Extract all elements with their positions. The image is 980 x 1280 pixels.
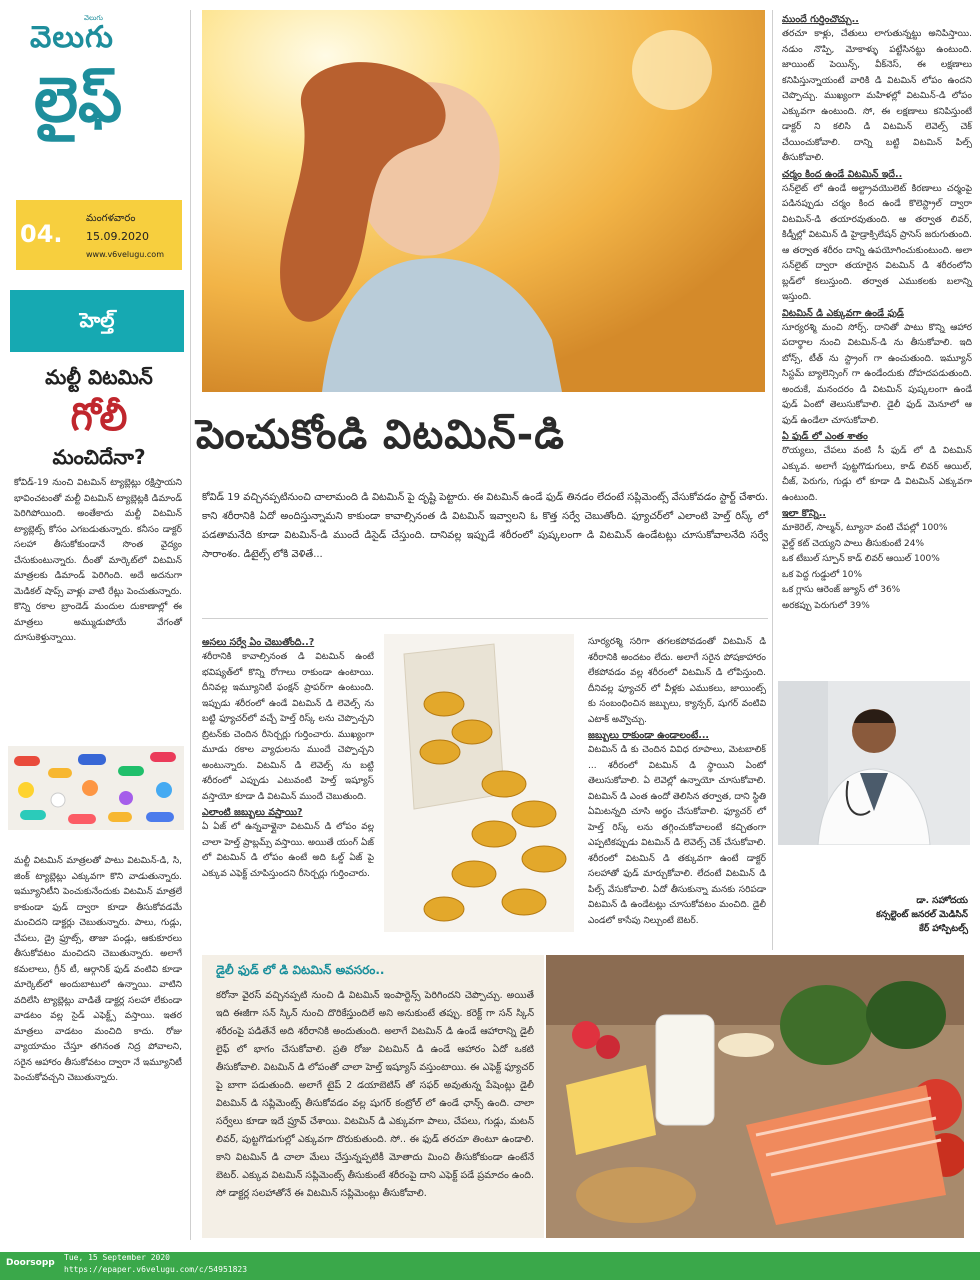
subhead-prevention: జబ్బులు రాకుండా ఉండాలంటే... [588, 730, 710, 741]
footer-date: Tue, 15 September 2020 [64, 1253, 170, 1262]
doctor-portrait-image [778, 681, 970, 845]
stat-line: ఒక పెద్ద గుడ్డులో 10% [782, 569, 863, 580]
stat-line: మాకెరెల్, సాల్మన్, ట్యూనా వంటి చేపల్లో 100% [782, 523, 948, 533]
footer-bar [0, 1252, 980, 1280]
subhead-skin: చర్మం కింద ఉండే విటమిన్ ఇదే.. [782, 168, 903, 180]
sidebar-headline [14, 362, 184, 472]
issue-day: మంగళవారం [86, 213, 136, 224]
doctor-photo [778, 681, 970, 845]
doctor-hospital: కేర్ హాస్పిటల్స్ [919, 924, 968, 934]
column-right [782, 12, 972, 614]
doctor-title: కన్సల్టెంట్ జనరల్ మెడిసిన్ [876, 910, 968, 920]
prevention-intro-text: సూర్యరశ్మి సరిగా తగలకపోవడంతో విటమిన్ డి శరీరానికి అందటం లేదు. అలాగే సరైన పోషకాహారం లేకపోవడం వల్ల శరీరంలో విటమిన్ డి లోపిస్తుంది. దీనివల్ల ఫ్యూచర్ లో వీళ్లకు ఎముకలు, జాయింట్స్ కు సంబంధించిన జబ్బులు, క్యాన్సర్, షుగర్ వంటివి ఎటాక్ అవ్వొచ్చు. [588, 637, 766, 725]
stat-line: వైల్డ్ కట్ చెయ్యని పాలు తీసుకుంటే 24% [782, 538, 925, 549]
column-divider [190, 10, 191, 1240]
section-label: హెల్త్ [79, 308, 115, 332]
subhead-detect: ముందే గుర్తించొచ్చు.. [782, 14, 859, 25]
issue-date: 15.09.2020 [86, 230, 149, 243]
capsules-photo [384, 634, 574, 932]
article-lede [202, 488, 768, 564]
pills-image [8, 746, 184, 830]
vitamin-capsules-image [384, 634, 574, 932]
sidebar-headline-line1: మల్టీ విటమిన్ [45, 365, 153, 389]
sunlight-woman-image [202, 10, 765, 392]
column-survey [202, 635, 374, 882]
divider [202, 618, 768, 619]
masthead-logo [8, 8, 184, 198]
logo-life: లైఫ్ [34, 63, 123, 136]
issue-url: www.v6velugu.com [86, 250, 164, 259]
diseases-text: ఏ ఏజ్ లో ఉన్నవాళ్లైనా విటమిన్ డి లోపం వల్ల చాలా హెల్త్ ప్రాబ్లమ్స్ వస్తాయి. అయితే యంగ్ ఏజ్ లో విటమిన్ డి లోపం ఉంటే అది ఓల్డ్ ఏజ్ పై ఎక్కువ ఎఫెక్ట్ చూపిస్తుందని రీసెర్చర్లు గుర్తించారు. [202, 822, 374, 879]
column-divider-right [772, 10, 773, 950]
stat-line: ఒక టేబుల్ స్పూన్ కాడ్ లివర్ ఆయిల్ 100% [782, 554, 940, 564]
logo-velugu: వెలుగు [30, 20, 114, 55]
sidebar-body [14, 854, 182, 1087]
subhead-percent: ఏ ఫుడ్ లో ఎంత శాతం [782, 431, 868, 442]
prevention-text: విటమిన్ డి కు చెందిన వివిధ రూపాలు, మెటబాలిక్ ... శరీరంలో విటమిన్ డి స్థాయిని ఏంటో తెలుసుకోవాలి. ఏ లెవెల్లో ఉన్నాయో చూసుకోవాలి. విటమిన్ డి ఎంత ఉందో తెలిసిన తర్వాత, దాని స్థితి ఏమిటన్నది చూసి అర్థం చేసుకోవాలి. ఫ్యూచర్ లో హెల్త్ రిస్క్ లను తగ్గించుకోవాలంటే కచ్చితంగా ఎప్పటికప్పుడు విటమిన్ డి లెవెల్స్ చెక్ చేసుకోవాలి. శరీరంలో విటమిన్ డి తక్కువగా ఉంటే డాక్టర్ సలహాతో ఫుడ్ మార్చుకోవాలి. లేదంటే విటమిన్ డి పిల్స్ వేసుకోవాలి. ఏదో తీసుకున్నా మనకు సరిపడా విటమిన్ డి ఉండేటట్లు చూసుకోవటం మంచిది. డైలీ ఎండలో కాసేపు నిల్చుంటే బెటర్. [588, 745, 766, 926]
issue-date-block [16, 200, 182, 270]
daily-food-box [202, 955, 544, 1238]
doctor-name: డా. సహోదయ [916, 896, 968, 906]
column-prevention [588, 635, 766, 929]
issue-number: 04. [20, 220, 63, 248]
food-text: సూర్యరశ్మి మంచి సోర్స్. దానితో పాటు కొన్ని ఆహార పదార్థాల నుంచి విటమిన్-డి ను తీసుకోవాలి. ఇది బోన్స్, టీత్ ను స్ట్రాంగ్ గా ఉంచుతుంది. ఇమ్యూన్ సిస్టమ్ బ్యాలెన్సింగ్ గా ఉండేందుకు దోహదపడుతుంది. అందుకే, మనందరం డి విటమిన్ పుష్కలంగా ఉండే ఫుడ్ ఏంటో తెలుసుకోవాలి. డైలీ ఫుడ్ మెనూలో ఆ ఫుడ్ ఉండేలా చూసుకోవాలి. [782, 322, 972, 426]
footer-brand: Doorsopp [6, 1258, 55, 1268]
sidebar-intro [14, 476, 182, 647]
percent-text: రొయ్యలు, చేపలు వంటి సీ ఫుడ్ లో డి విటమిన్ ఎక్కువ. అలాగే పుట్టగొడుగులు, కాడ్ లివర్ ఆయిల్, చీజ్, పెరుగు, గుడ్లు లో కూడా డి విటమిన్ ఎక్కువగా ఉంటుంది. [782, 446, 972, 503]
box-body [216, 987, 534, 1203]
detect-text: తరచూ కాళ్లు, చేతులు లాగుతున్నట్టు అనిపిస్తాయి. నడుం నొప్పి, మోకాళ్ళు పట్టేసినట్టు ఉంటుంది. జాయింట్ పెయిన్స్, వీక్‌నెస్, ఈ లక్షణాలు కనిపిస్తున్నాయంటే వారికి డి విటమిన్ లోపం ఉందని చెప్పొచ్చు. ముఖ్యంగా మహిళల్లో విటమిన్-డి లోపం ఎక్కువగా ఉంటుంది. సో, ఈ లక్షణాలు కనిపిస్తుంటే డాక్టర్ ని కలిసి డి విటమిన్ లెవెల్స్ చెక్ చేయించుకోవాలి. దాన్ని బట్టి విటమిన్ పిల్స్ తీసుకోవాలి. [782, 29, 972, 163]
stat-line: ఒక గ్లాసు ఆరెంజ్ జ్యూస్ లో 36% [782, 585, 901, 595]
vitamin-d-foods-image [546, 955, 964, 1238]
stat-line: అరకప్పు పెరుగులో 39% [782, 600, 870, 611]
article-lede-text: కోవిడ్ 19 వచ్చినప్పటినుంచి చాలామంది డి విటమిన్ పై దృష్టి పెట్టారు. ఈ విటమిన్ ఉండే ఫుడ్ తినడం లేదంటే సప్లిమెంట్స్ వేసుకోవడం స్టార్ట్ చేశారు. కాని శరీరానికి ఏదో అందిస్తున్నామని కాకుండా కావాల్సినంత డి విటమిన్ ఇవ్వాలని ఓ కొత్త సర్వే చెబుతోంది. ఫ్యూచర్‌లో ఎలాంటి హెల్త్ రిస్క్ లో పడతామనేది కూడా విటమిన్-డి ముందే డిసైడ్ చేస్తుంది. దానివల్ల ఇప్పుడే శరీరంలో పుష్కలంగా డి విటమిన్ ఉండేటట్లు చూసుకోవాలనేది సర్వే సారాంశం. డిటైల్స్ లోకి వెళితే... [202, 492, 768, 560]
sidebar-intro-text: కోవిడ్-19 నుంచి విటమిన్ ట్యాబ్లెట్లు రక్షిస్తాయని భావించటంతో మల్టీ విటమిన్ ట్యాబ్లెట్లకి డిమాండ్ పెరిగిపోయింది. అంతేకాదు మల్టీ విటమిన్ ట్యాబ్లెట్స్ కోసం ఎగబడుతున్నారు. కనీసం డాక్టర్ సలహా తీసుకోకుండానే సొంత వైద్యం చేసుకుంటున్నారు. దీంతో మార్కెట్‌లో విటమిన్ మాత్రలకు డిమాండ్ పెరిగింది. అదే అదనుగా మెడికల్ షాప్స్ వాళ్లు వాటి రేట్లు పెంచుతున్నారు. కొన్ని రకాల బ్రాండెడ్ మందుల దుకాణాల్లో ఈ మాత్రలు అమ్ముడుపోయే వేగంతో దూసుకెళ్తున్నాయి. [14, 478, 182, 643]
hero-photo [202, 10, 765, 392]
subhead-food: విటమిన్ డి ఎక్కువగా ఉండే ఫుడ్ [782, 307, 904, 319]
box-text: కరోనా వైరస్ వచ్చినప్పటి నుంచి డి విటమిన్ ఇంపార్టెన్స్ పెరిగిందని చెప్పొచ్చు. అయితే ఇది ఈజీగా సన్ స్కిన్ నుంచి దొరికేస్తుందిలే అని అనుకుంటే తప్పు. కరెక్ట్ గా సన్ స్కిన్ శరీరంపై పడితేనే అది శరీరానికి అందుతుంది. అలాగే విటమిన్ డి ఉండే ఆహారాన్ని డైలీ లైఫ్ లో భాగం చేసుకోవాలి. ప్రతి రోజు విటమిన్ డి ఉండే ఆహారం ఏదో ఒకటి తీసుకోవాలి. విటమిన్ డి లోపంతో చాలా హెల్త్ ఇష్యూస్ వస్తుంటాయి. ఈ ఎఫెక్ట్ ఫ్యూచర్ పై బాగా పడుతుంది. అలాగే టైప్ 2 డయాబెటిస్ తో సఫర్ అవుతున్న పేషెంట్లు డైలీ విటమిన్ డి సప్లిమెంట్స్ తీసుకోవడం వల్ల షుగర్ కంట్రోల్ లో ఉండే ఛాన్స్ ఉంది. చాలా సర్వేలు కూడా ఇదే ప్రూవ్ చేశాయి. విటమిన్ డి ఎక్కువగా పాలు, చేపలు, గుడ్లు, మటన్ లివర్, పుట్టగొడుగుల్లో ఎక్కువగా దొరుకుతుంది. సో.. ఈ ఫుడ్ తరచూ తింటూ ఉండాలి. కాని విటమిన్ డి చాలా మేలు చేస్తున్నప్పటికీ మోతాదు మించి తీసుకోకుండా ఉంటేనే బెటర్. ఎక్కువ విటమిన్ సప్లిమెంట్స్ తీసుకుంటే శరీరంపై దాని ఎఫెక్ట్ పడే ప్రమాదం ఉంది. సో డాక్టర్ల సలహాతోనే ఈ విటమిన్ సప్లిమెంట్లు తీసుకోవాలి. [216, 990, 534, 1199]
article-title: పెంచుకోండి విటమిన్-డి [196, 412, 565, 458]
sidebar-body-text: మల్టీ విటమిన్ మాత్రలతో పాటు విటమిన్-డి, సి, జింక్ ట్యాబ్లెట్లు ఎక్కువగా కొని వాడుతున్నారు. ఇమ్యూనిటీని పెంచుకునేందుకు విటమిన్ మాత్రలే కాకుండా ఫుడ్ ద్వారా కూడా తీసుకోవడమే మంచిదని డాక్టర్లు చెబుతున్నారు. పాలు, గుడ్లు, చేపలు, డ్రై ఫ్రూట్స్, తాజా పండ్లు, ఆకుకూరలు తీసుకోవటం మంచిదని చెబుతున్నారు. అలాగే కమలాలు, గ్రీన్ టీ, ఆర్గానిక్ ఫుడ్ వంటివి కూడా మార్కెట్‌లో అందుబాటులో ఉన్నాయి. వాటిని వదిలేసి ట్యాబ్లెట్లు వాడితే డాక్టర్ల సలహా లేకుండా వాడటం వల్ల సైడ్ ఎఫెక్ట్స్ వస్తాయి. ఇతర మాత్రలు వాడటం మంచిది కాదు. రోజు వ్యాయామం చేస్తూ తగినంత నిద్ర పోవాలని, సరైన ఆహారం తీసుకోవటం ద్వారా నే ఇమ్యూనిటీ పెంచుకోవచ్చని చెబుతున్నారు. [14, 856, 182, 1083]
footer-url[interactable]: https://epaper.v6velugu.com/c/54951823 [64, 1265, 248, 1274]
subhead-stats: ఇలా కొన్ని.. [782, 508, 827, 519]
section-tag [10, 290, 184, 352]
box-title: డైలీ ఫుడ్ లో డి విటమిన్ అవసరం.. [216, 963, 385, 977]
subhead-diseases: ఎలాంటి జబ్బులు వస్తాయి? [202, 807, 303, 818]
doctor-caption [786, 894, 968, 936]
sidebar-headline-line3: మంచిదేనా? [52, 445, 146, 469]
food-photo [546, 955, 964, 1238]
logo-small-text: వెలుగు [84, 14, 103, 22]
pills-photo [8, 746, 184, 830]
subhead-survey: అసలు సర్వే ఏం చెబుతోంది..? [202, 637, 315, 648]
sidebar-headline-line2: గోలీ [70, 395, 128, 439]
skin-text: సన్‌లైట్ లో ఉండే అల్ట్రావయొలెట్ కిరణాలు చర్మంపై పడినప్పుడు చర్మం కింద ఉండే కొలెస్ట్రాల్ ద్వారా విటమిన్-డి తయారవుతుంది. ఆ తర్వాత లివర్, కిడ్నీల్లో విటమిన్ డి హైడ్రాక్సిలేషన్ ప్రాసెస్ జరుగుతుంది. ఆ తర్వాత శరీరం దాన్ని ఉపయోగించుకుంటుంది. అలా సన్‌లైట్ ద్వారా తయారైన విటమిన్ డి శరీరంలోని బ్లడ్‌లో కలుస్తుంది. తర్వాత ఎముకలకు బలాన్ని ఇస్తుంది. [782, 183, 972, 302]
survey-text: శరీరానికి కావాల్సినంత డి విటమిన్ ఉంటే భవిష్యత్‌లో కొన్ని రోగాలు రాకుండా ఉంటాయి. దీనివల్ల ఇమ్యూనిటీ ఫంక్షన్ ప్రాపర్‌గా ఉంటుంది. ఇప్పుడు శరీరంలో ఉండే విటమిన్ డి లెవెల్స్ ను బట్టి ఫ్యూచర్‌లో వచ్చే హెల్త్ రిస్క్ లను చెప్పొచ్చని బ్రిటన్‌కు చెందిన రీసెర్చర్లు గుర్తించారు. ముఖ్యంగా మూడు రకాల వ్యాధులను ముందే చెప్పొచ్చని అంటున్నారు. విటమిన్ డి లెవెల్స్ ను బట్టి శరీరంలో ఎప్పుడు ఎటువంటి హెల్త్ ఇష్యూస్ వస్తాయో కూడా డి విటమిన్ ముందే చెబుతుంది. [202, 652, 374, 802]
